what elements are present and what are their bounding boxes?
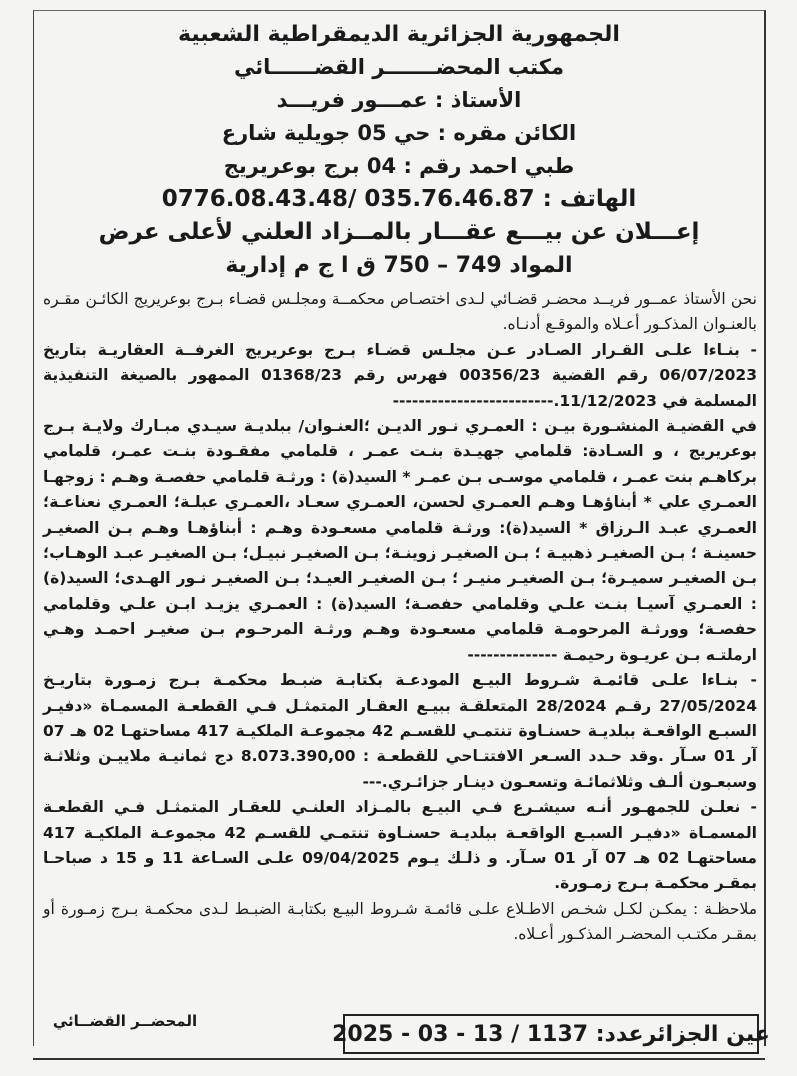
office-title: مكتب المحضـــــــر القضــــــائي [234,55,564,79]
announcement-header [40,18,758,282]
legal-articles: المواد 749 – 750 ق ا ج م إدارية [225,253,573,278]
announcement-body [43,287,757,948]
republic-title: الجمهورية الجزائرية الديمقراطية الشعبية [178,22,620,47]
parties-paragraph: في القضيـة المنشـورة بيـن : العمـري نـور الديـن ؛العنـوان/ ببلديـة سيـدي مبـارك ولايـة بـرج بوعريريج ، و السـادة: قلمامي جهيـدة بنـت عمـر ، قلمامي مفقـودة بنـت عمـر، قلمامي بركاهـم بنت عمـر ، قلمامي موسـى بـن عمـر * السيد(ة) : ورثـة قلمامي حفصـة وهـم : زوجهـا العمـري علي * أبناؤهـا وهـم العمـري لحسن، العمـري سعـاد ،العمـري عبلـة؛ العمـري نعناعـة؛ العمـري عبـد الـرزاق * السيد(ة): ورثـة قلمامي مسعـودة وهـم : أبناؤهـا وهـم بـن الصغيـر حسينـة ؛ بـن الصغيـر ذهبيـة ؛ بـن الصغيـر زوينـة؛ بـن الصغيـر نبيـل؛ بـن الصغيـر عبـد الوهـاب؛ بـن الصغيـر سميـرة؛ بـن الصغيـر منيـر ؛ بـن الصغيـر العيـد؛ بـن الصغيـر نـور الهـدى؛ السيد(ة) : العمـري آسيـا بنـت علـي وقلمامي حفصـة؛ السيد(ة) : العمـري يزيـد ابـن علـي وقلمامي حفصـة؛ وورثـة المرحومـة قلمامي مسعـودة وهـم ورثـة المرحـوم بـن صغيـر احمـد وهـي ارملتـه بـن عريـوة رحيمـة -------------- [43,417,757,664]
note-paragraph: ملاحظـة : يمكـن لكـل شخـص الاطـلاع علـى قائمـة شـروط البيـع بكتابـة الضبـط لـدى محكمـة بـرج زمـورة أو بمقـر مكتـب المحضـر المذكـور أعـلاه. [43,899,757,944]
bailiff-signature: المحضــر القضــائي [52,1012,198,1030]
announcement-title: إعـــلان عن بيـــع عقـــار بالمــزاد العلني لأعلى عرض [98,219,700,245]
phone-numbers: الهاتف : 035.76.46.87 /0776.08.43.48 [161,186,637,212]
bottom-divider [33,1058,765,1060]
office-address-line-1: الكائن مقره : حي 05 جويلية شارع [221,121,577,145]
publication-reference: عين الجزائرعدد: 1137 / 13 - 03 - 2025 [343,1014,759,1054]
intro-paragraph: نحن الأستاذ عمــور فريــد محضـر قضـائي لـدى اختصـاص محكمــة ومجلـس قضـاء بـرج بوعريريج الكائـن مقـره بالعنـوان المذكـور أعـلاه والموقـع أدنـاه. [43,290,757,334]
bailiff-name: الأستاذ : عمـــور فريـــد [276,88,522,112]
decision-paragraph: - بنـاءا علـى القـرار الصـادر عـن مجلـس قضـاء بـرج بوعريريج الغرفــة العقاريـة بتاريخ 06/07/2023 رقم القضية 00356/23 فهرس رقم 01368/23 الممهور بالصيغة التنفيذية المسلمة في 11/12/2023.------------------------- [43,340,757,410]
sale-notice-paragraph: - نعلـن للجمهـور أنـه سيشـرع فـي البيـع بالمـزاد العلنـي للعقـار المتمثـل فـي القطعـة المسمـاة «دفيـر السبـع الواقعـة ببلديـة حسنـاوة تنتمـي للقسـم 42 مجموعـة الملكيـة 417 مساحتهـا 02 هـ 07 آر 01 سـآر. و ذلـك يـوم 09/04/2025 علـى السـاعة 11 و 15 د صباحـا بمقـر محكمـة بـرج زمـورة. [43,798,757,893]
office-address-line-2: طبي احمد رقم : 04 برج بوعريريج [223,154,575,178]
conditions-paragraph: - بنـاءا علـى قائمـة شـروط البيـع المودعـة بكتابـة ضبـط محكمـة بـرج زمـورة بتاريـخ 27/05/2024 رقـم 28/2024 المتعلقـة ببيـع العقـار المتمثـل فـي القطعـة المسمـاة «دفيـر السبـع الواقعـة ببلديـة حسنـاوة تنتمـي للقسـم 42 مجموعـة الملكيـة 417 مساحتهـا 02 هـ 07 آر 01 سـآر .وقد حـدد السـعر الافتتـاحي للقطعـة : 8.073.390,00 دج ثمانيـة ملاييـن وثلاثـة وسبعـون ألـف وثلاثمائـة وتسعـون دينـار جزائـري.--- [43,671,757,791]
